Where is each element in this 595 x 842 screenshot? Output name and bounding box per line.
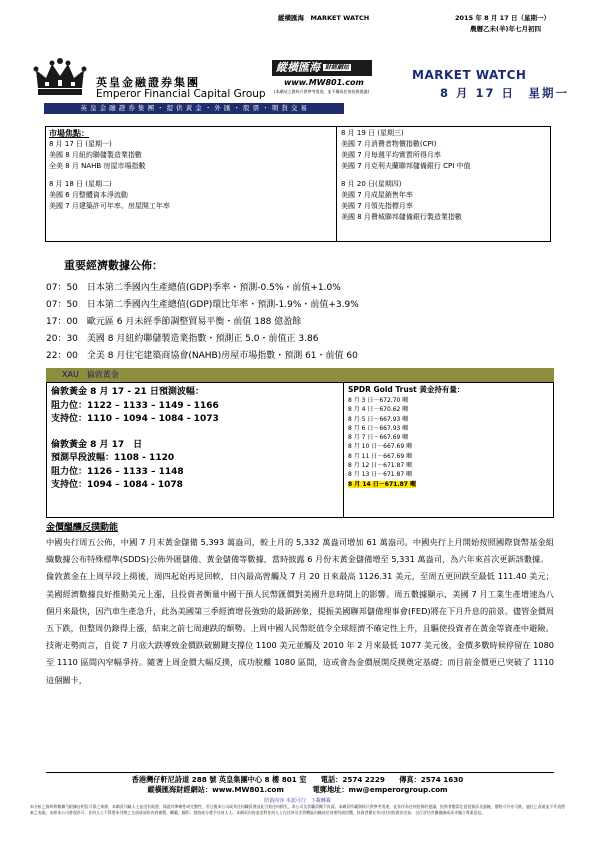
focus-item: 美國 7 月消費者物價指數(CPI) bbox=[341, 140, 437, 148]
market-focus-table bbox=[45, 126, 551, 242]
spdr-item: 8 月 3 日－672.70 噸 bbox=[348, 397, 409, 404]
disclaimer: 本分析之資料和數據乃根據自相信可靠之來源，本網頁刊載人士並沒有需要，保證其準確性或完整性，若日後本公司或其任何職員會因此引致任何損失，本公司及其職員概不負責。本網頁所載資料只供參考用途，並非作為任何投資的建議，投資者應當注意投資涉及風險，價格可升亦可跌，過往之表現並不代表將來之表現。未經本公司書面許可，任何人士不得將本刊物之全部或部份內容複製、轉載、翻印、發放或分發予任何人士。本網頁內容並非對任何人士在任何司法管轄區內構成任何要約或招攬，投資者應在作出任何投資決定前，自行評估有關風險或尋求獨立專業意見。 bbox=[30, 804, 565, 815]
company-name-en: Emperor Financial Capital Group bbox=[96, 88, 266, 100]
footer-address: 香港灣仔軒尼詩道 288 號 英皇集團中心 8 樓 801 室 電話：2574 2229 傳真：2574 1630 bbox=[131, 775, 464, 784]
header-center-title: 縱橫匯海 MARKET WATCH bbox=[278, 14, 370, 22]
spdr-item: 8 月 7 日－667.69 噸 bbox=[348, 434, 409, 442]
brand-tag: 財經網站 bbox=[325, 64, 350, 71]
economic-item: 07：50 日本第二季國內生產總值(GDP)季率・預測-0.5%・前值+1.0% bbox=[46, 283, 341, 293]
focus-item: 美國 7 月克利夫蘭聯邦儲備銀行 CPI 中值 bbox=[341, 162, 471, 170]
economic-item: 20：30 美國 8 月紐約聯儲製造業指數・預測正 5.0・前值正 3.86 bbox=[46, 334, 319, 344]
focus-item: 美國 7 月領先指標月率 bbox=[341, 202, 413, 210]
weekly-range-title: 倫敦黃金 8 月 17 - 21 日預測波幅： bbox=[51, 387, 204, 397]
service-bar: 英 皇 金 融 證 券 集 團 ・ 提 供 黃 金 ・ 外 匯 ・ 股 票 ・ 期 貨 交 易 bbox=[44, 103, 344, 114]
top-header bbox=[0, 10, 595, 38]
crown-logo-icon bbox=[32, 58, 88, 100]
daily-support: 支持位：1094 – 1084 - 1078 bbox=[51, 480, 183, 490]
focus-item: 美國 7 月每週平均實質所得月率 bbox=[341, 151, 441, 159]
xau-section-bar: XAU 倫敦黃金 bbox=[46, 368, 554, 382]
focus-item: 美國 8 月紐約聯儲製造業指數 bbox=[49, 151, 142, 159]
spdr-item: 8 月 12 日－671.87 噸 bbox=[348, 462, 413, 470]
analysis-paragraph: 倫敦黃金在上周早段上揚後，周四起始再見回軟，日內最高曾觸及 7 月 20 日來最高 1126.31 美元，至周五更回跌至最低 111.40 美元；美國經濟數據良好推動美元上漲，且投資者衡量中國干預人民幣匯價對美國升息時間上的影響。周五數據顯示，美國 7 月工業生產增速為八個月來最快，因汽車生產急升，此為美國第三季經濟增長強勁的最新跡象，提振美國聯邦儲備理事會(FED)將在下月升息的前景。儘管金價周五下跌，但整周仍錄得上漲，結束之前七周連跌的頹勢。上周中國人民幣貶值令全球經濟不確定性上升，且驅使投資者在黃金等資產中避險。 bbox=[46, 571, 554, 634]
focus-right-column bbox=[338, 127, 550, 241]
analysis-paragraph: 中國央行周五公佈，中國 7 月末黃金儲備 5,393 萬盎司，較上月的 5,332 萬盎司增加 61 萬盎司。中國央行上月開始按照國際貨幣基金組織數據公布特殊標準(SDDS)公佈外匯儲備、黃金儲備等數據，當時披露 6 月份末黃金儲備增至 5,331 萬盎司，為六年來首次更新該數據。 bbox=[46, 537, 554, 565]
analysis-body bbox=[46, 534, 554, 689]
logo-area bbox=[20, 58, 580, 108]
spdr-holdings bbox=[343, 383, 553, 517]
analysis-title: 金價醞釀反撲動能 bbox=[46, 523, 119, 533]
focus-day: 8 月 17 日 (星期一) bbox=[49, 140, 112, 148]
focus-item: 美國 7 月成屋銷售年率 bbox=[341, 191, 413, 199]
economic-item: 17：00 歐元區 6 月未經季節調整貿易平衡・前值 188 億盈餘 bbox=[46, 317, 302, 327]
focus-item: 美國 8 月費城聯邦儲備銀行製造業指數 bbox=[341, 213, 462, 221]
daily-title: 倫敦黃金 8 月 17 日 bbox=[51, 439, 143, 450]
brand-subtitle: (本網站之資料只供參考用途，並不構成任何投資建議) bbox=[274, 89, 370, 94]
analysis-paragraph: 技術走勢而言，自從 7 月底大跌導致金價跌破關鍵支撐位 1100 美元並觸及 2010 年 2 月來最低 1077 美元後，金價多數時候停留在 1080 至 1110 區間內窄幅爭持。隨著上周金價大幅反撲，成功脫離 1080 區間，這或會為金價展開反撲奠定基礎；而目前金價更已突破了 1110 這個關卡， bbox=[46, 640, 554, 685]
brand-url[interactable]: www.MW801.com bbox=[284, 78, 364, 87]
focus-day: 8 月 20 日(星期四) bbox=[341, 180, 402, 188]
focus-item: 美國 6 月整體資本淨流動 bbox=[49, 191, 128, 199]
economic-item: 07：50 日本第二季國內生產總值(GDP)環比年率・預測-1.9%・前值+3.9% bbox=[46, 300, 359, 310]
economic-data-list bbox=[46, 280, 556, 365]
footer-links[interactable]: 防偽內容 本認可行 下載轉載 bbox=[264, 798, 331, 804]
weekly-support: 支持位：1110 – 1094 – 1084 - 1073 bbox=[51, 414, 219, 424]
focus-day: 8 月 19 日 (星期三) bbox=[341, 129, 404, 137]
spdr-latest-item: 8 月 14 日－671.87 噸 bbox=[348, 480, 417, 488]
gold-levels bbox=[51, 386, 341, 493]
weekly-resistance: 阻力位：1122 – 1133 – 1149 - 1166 bbox=[51, 400, 219, 411]
spdr-item: 8 月 13 日－671.87 噸 bbox=[348, 471, 413, 479]
economic-item: 22：00 全美 8 月住宅建築商協會(NAHB)房屋市場指數・預測 61・前值 60 bbox=[46, 351, 358, 361]
header-date: 2015 年 8 月 17 日（星期一） bbox=[455, 14, 550, 22]
header-lunar-date: 農曆乙未(羊)年七月初四 bbox=[470, 25, 541, 33]
spdr-item: 8 月 5 日－667.93 噸 bbox=[348, 415, 409, 423]
brand-banner bbox=[272, 60, 372, 76]
focus-day: 8 月 18 日 (星期二) bbox=[49, 180, 112, 188]
economic-data-title: 重要經濟數據公佈： bbox=[64, 259, 163, 272]
brand-name: 縱橫匯海 bbox=[276, 61, 320, 74]
spdr-item: 8 月 10 日－667.69 噸 bbox=[348, 443, 413, 451]
spdr-item: 8 月 4 日－670.62 噸 bbox=[348, 406, 409, 414]
footer-web-email[interactable]: 縱橫匯海財經網站：www.MW801.com 電郵地址：mw@emperorgroup.com bbox=[147, 785, 448, 794]
daily-resistance: 阻力位：1126 – 1133 – 1148 bbox=[51, 466, 184, 477]
focus-left-column bbox=[46, 127, 337, 241]
footer-divider bbox=[46, 772, 554, 773]
spdr-title: SPDR Gold Trust 黃金持有量： bbox=[348, 385, 465, 394]
daily-range: 預測早段波幅：1108 - 1120 bbox=[51, 453, 175, 463]
brand-logo bbox=[272, 58, 372, 100]
focus-item: 全美 8 月 NAHB 房屋市場指數 bbox=[49, 162, 146, 170]
company-name-cn: 英皇金融證券集團 bbox=[96, 76, 200, 89]
gold-forecast-box bbox=[46, 382, 554, 518]
focus-item: 美國 7 月建築許可年率、房屋開工年率 bbox=[49, 202, 170, 210]
focus-heading: 市場焦點： bbox=[49, 129, 89, 138]
spdr-item: 8 月 6 日－667.93 噸 bbox=[348, 424, 409, 432]
market-watch-date: 8 月 17 日 星期一 bbox=[440, 86, 570, 100]
market-watch-title: MARKET WATCH bbox=[412, 68, 527, 82]
spdr-item: 8 月 11 日－667.69 噸 bbox=[348, 452, 413, 460]
